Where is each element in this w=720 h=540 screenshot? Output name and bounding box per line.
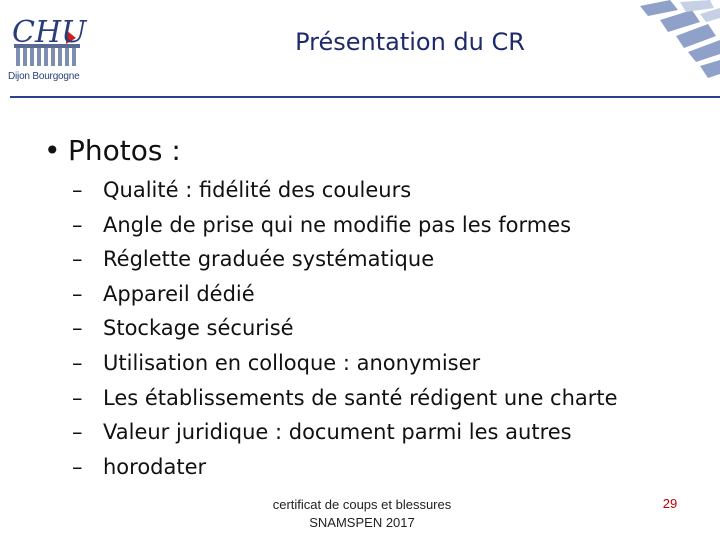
list-item: [72, 346, 712, 381]
dash-bullet-icon: –: [72, 420, 83, 445]
list-item: [72, 173, 712, 208]
list-item-text: Qualité : fidélité des couleurs: [103, 178, 412, 202]
list-item: [72, 242, 712, 277]
dash-bullet-icon: –: [72, 281, 83, 306]
page-number: 29: [662, 496, 678, 511]
chu-logo-icon: [6, 8, 90, 74]
dash-bullet-icon: –: [72, 178, 83, 202]
list-item-text: Angle de prise qui ne modifie pas les formes: [103, 212, 572, 237]
bullet-icon: •: [44, 134, 61, 167]
slide-title: Présentation du CR: [295, 28, 525, 56]
list-item-text: horodater: [103, 454, 207, 479]
dash-bullet-icon: –: [72, 316, 83, 341]
list-item-text: Utilisation en colloque : anonymiser: [103, 350, 481, 375]
dash-bullet-icon: –: [72, 454, 83, 479]
list-item-text: Appareil dédié: [103, 281, 255, 306]
dash-bullet-icon: –: [72, 385, 83, 410]
footer-line-2: SNAMSPEN 2017: [309, 515, 415, 530]
list-item: [72, 277, 712, 312]
list-item-text: Réglette graduée systématique: [103, 247, 435, 272]
dash-bullet-icon: –: [72, 247, 83, 272]
main-bullet-text: Photos :: [68, 134, 181, 167]
list-item-text: Valeur juridique : document parmi les autres: [103, 420, 572, 445]
footer-line-1: certificat de coups et blessures: [272, 497, 452, 512]
logo-caption: Dijon Bourgogne: [8, 71, 80, 82]
list-item: [72, 208, 712, 243]
corner-stripes-decoration: [630, 0, 720, 100]
list-item: [72, 311, 712, 346]
list-item: [72, 381, 712, 416]
svg-text:CHU: CHU: [12, 15, 87, 50]
list-item-text: Stockage sécurisé: [103, 316, 294, 341]
dash-bullet-icon: –: [72, 212, 83, 237]
slide-footer: [252, 496, 472, 532]
list-item: [72, 415, 712, 450]
title-divider: [10, 96, 720, 98]
list-item-text: Les établissements de santé rédigent une charte: [103, 385, 618, 410]
sub-bullet-list: [72, 173, 712, 484]
dash-bullet-icon: –: [72, 350, 83, 375]
list-item: [72, 450, 712, 485]
main-bullet: [44, 134, 181, 167]
